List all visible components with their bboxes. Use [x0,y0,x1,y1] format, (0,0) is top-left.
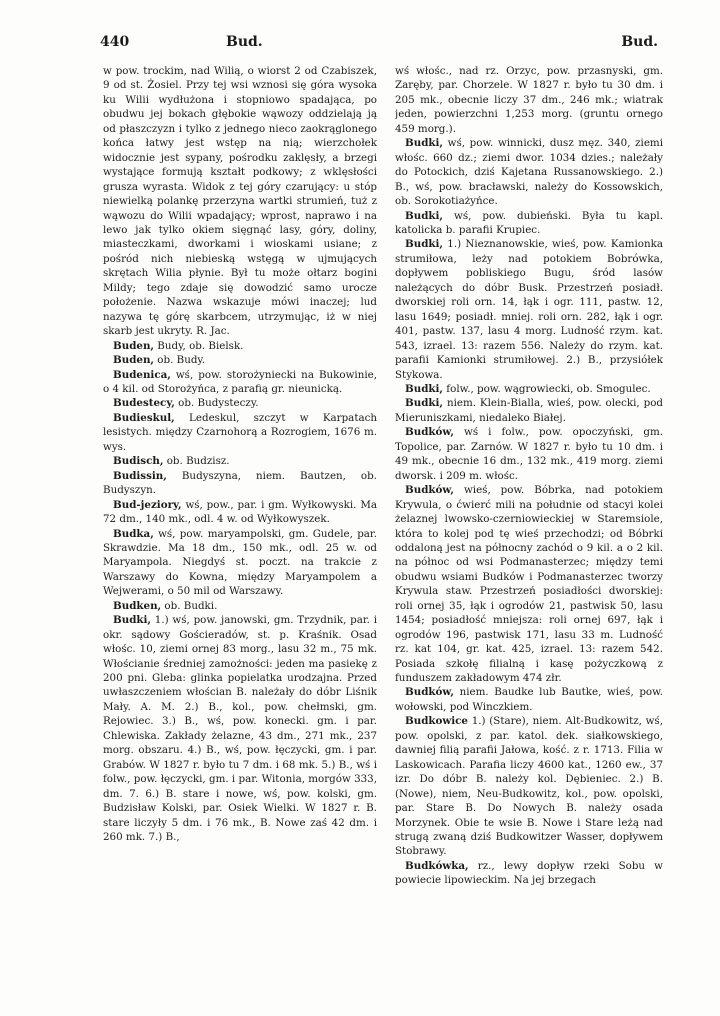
entry: wś włośc., nad rz. Orzyc, pow. przasnyski, gm. Zaręby, par. Chorzele. W 1827 r. było tu 30 dm. i 205 mk., obecnie liczy 37 dm., 246 mk.; wiatrak jeden, powierzchni 1,253 morg. (gruntu ornego 459 morg.). [395,65,663,135]
running-header [100,34,658,54]
entry: Budken, ob. Budki. [113,599,218,612]
left-running-head: Bud. [226,34,263,50]
entry: Budki, 1.) Nieznanowskie, wieś, pow. Kamionka strumiłowa, leży nad potokiem Bobrówka, dopływem pobliskiego Bugu, śród lasów należących do dóbr Busk. Przestrzeń posiadł. dworskiej roli orn. 14, łąk i ogr. 111, pastw. 12, lasu 1649; posiadł. mniej. roli orn. 282, łąk i ogr. 401, pastw. 137, lasu 4 morg. Ludność rzym. kat. 543, izrael. 13: razem 556. Należy do rzym. kat. parafii Kamionki strumiłowej. 2.) B., przysiółek Stykowa. [395,238,663,381]
entry: Budka, wś, pow. maryampolski, gm. Gudele, par. Skrawdzie. Ma 18 dm., 150 mk., odl. 25 w. od Maryampola. Niegdyś st. poczt. na trakcie z Warszawy do Kowna, między Maryampolem a Wejwerami, o 50 mil od Warszawy. [103,527,377,598]
entry: Budki, niem. Klein-Bialla, wieś, pow. olecki, pod Mieruniszkami, niedaleko Białej. [395,397,663,424]
entry: w pow. trockim, nad Wilią, o wiorst 2 od Czabiszek, 9 od st. Żosiel. Przy tej wsi wznosi się góra wysoka ku Wilii wydłużona i stopniowo spadająca, po obudwu jej bokach głębokie wąwozy oddzielają ją od płaszczyzn i tylko z jednego nieco zaokrąglonego końca łatwy jest wstęp na nią; wierzchołek widocznie jest sypany, pośrodku zaklęsły, a brzegi wystające formują kształt podkowy; z wklęsłości grusza wyrasta. Widok z tej góry czarujący: u stóp niewielką polankę przerzyna wartki strumień, tuż z wąwozu do Wilii wpadający; wprost, naprawo i na lewo jak tylko okiem sięgnąć lasy, góry, doliny, miasteczkami, dworkami i wioskami usiane; z pośród nich niebieską wstęgą w ujmujących skrętach Wilia płynie. Był tu może ołtarz bogini Mildy; tego zdaje się dowodzić samo urocze położenie. Nazwa wskazuje mówi inaczej; lud nazywa tę górę skarbcem, utrzymując, iż w niej skarb jest ukryty. R. Jac. [103,65,377,338]
right-column [395,64,663,1012]
entry: Budków, wieś, pow. Bóbrka, nad potokiem Krywula, o ćwierć mili na południe od stacyi kolei żelaznej lwowsko-czerniowieckiej w Staremsiole, która to kolej pod tę wieś przechodzi; od Bóbrki oddaloną jest na północny zachód o 9 kil. a o 2 kil. na północ od wsi Podmanasterzec; między temi obudwu wsiami Budków i Podmanasterzec tworzy Krywula staw. Przestrzeń posiadłości dworskiej: roli ornej 35, łąk i ogrodów 21, pastwisk 50, lasu 1454; posiadłość mniejsza: roli ornej 697, łąk i ogrodów 196, pastwisk 171, lasu 33 m. Ludność rz. kat 104, gr. kat. 425, izrael. 13: razem 542. Posiada szkołę filialną i kasę pożyczkową z funduszem zakładowym 474 złr. [395,484,663,685]
entry: Budestecy, ob. Budysteczy. [113,397,259,410]
entry: Budki, wś, pow. dubieński. Była tu kapl. katolicka b. parafii Krupiec. [395,209,663,236]
entry: Budieskul, Ledeskul, szczyt w Karpatach lesistych. między Czarnohorą a Rozrogiem, 1676 m. wys. [103,411,377,453]
entry: Buden, ob. Budy. [113,354,206,367]
entry: Budki, wś, pow. winnicki, dusz męz. 340, ziemi włośc. 660 dz.; ziemi dwor. 1034 dzies.; należały do Potockich, dziś Kajetana Russanowskiego. 2.) B., wś, pow. bracławski, należy do Kossowskich, ob. Sorokotiażyńce. [395,137,663,208]
entry: Budisch, ob. Budzisz. [113,455,230,468]
entry: Budkowice 1.) (Stare), niem. Alt-Budkowitz, wś, pow. opolski, z par. katol. dek. siałkowskiego, dawniej filią parafii Jałowa, kość. z r. 1713. Filia w Laskowicach. Parafia liczy 4600 kat., 1260 ew., 37 izr. Do dóbr B. należy kol. Dębieniec. 2.) B. (Nowe), niem, Neu-Budkowitz, kol., pow. opolski, par. Stare B. Do Nowych B. należy osada Morzynek. Obie te wsie B. Nowe i Stare leżą nad strugą zwaną dziś Budkowitzer Wasser, dopływem Stobrawy. [395,715,663,858]
entry: Budkówka, rz., lewy dopływ rzeki Sobu w powiecie lipowieckim. Na jej brzegach [395,859,663,887]
page-number: 440 [100,34,130,50]
entry: Budków, niem. Baudke lub Bautke, wieś, pow. wołowski, pod Winczkiem. [395,686,663,713]
entry: Budissin, Budyszyna, niem. Bautzen, ob. Budyszyn. [103,469,377,497]
entry: Budki, folw., pow. wągrowiecki, ob. Smogulec. [405,382,651,395]
entry: Buden, Budy, ob. Bielsk. [113,339,244,352]
entry: Budenica, wś, pow. storożyniecki na Bukowinie, o 4 kil. od Storożyńca, z parafią gr. nieunicką. [103,368,377,395]
left-column [103,64,377,1012]
entry: Budków, wś i folw., pow. opoczyński, gm. Topolice, par. Zarnów. W 1827 r. było tu 10 dm. i 49 mk., obecnie 16 dm., 132 mk., 419 morg. ziemi dworsk. i 209 m. włośc. [395,426,663,482]
right-running-head: Bud. [621,34,658,50]
entry: Bud-jeziory, wś, pow., par. i gm. Wyłkowyski. Ma 72 dm., 140 mk., odl. 4 w. od Wyłkowyszek. [103,498,377,526]
entry: Budki, 1.) wś, pow. janowski, gm. Trzydnik, par. i okr. sądowy Gościeradów, st. p. Kraśnik. Osad włośc. 10, ziemi ornej 83 morg., lasu 32 m., 75 mk. Włościanie średniej zamożności: jeden ma pasiekę z 200 pni. Gleba: glinka popielatka urodzajna. Przed uwłaszczeniem włościan B. należały do dóbr Liśnik Mały. A. M. 2.) B., kol., pow. chełmski, gm. Rejowiec. 3.) B., wś, pow. konecki. gm. i par. Chlewiska. Zakłady żelazne, 43 dm., 271 mk., 237 morg. obszaru. 4.) B., wś, pow. łęczycki, gm. i par. Grabów. W 1827 r. było tu 7 dm. i 68 mk. 5.) B., wś i folw., pow. łęczycki, gm. i par. Witonia, morgów 333, dm. 7. 6.) B. stare i nowe, wś, pow. kolski, gm. Budzisław Kolski, par. Osiek Wielki. W 1827 r. B. stare liczyły 5 dm. i 76 mk., B. Nowe zaś 42 dm. i 260 mk. 7.) B., [103,614,377,844]
